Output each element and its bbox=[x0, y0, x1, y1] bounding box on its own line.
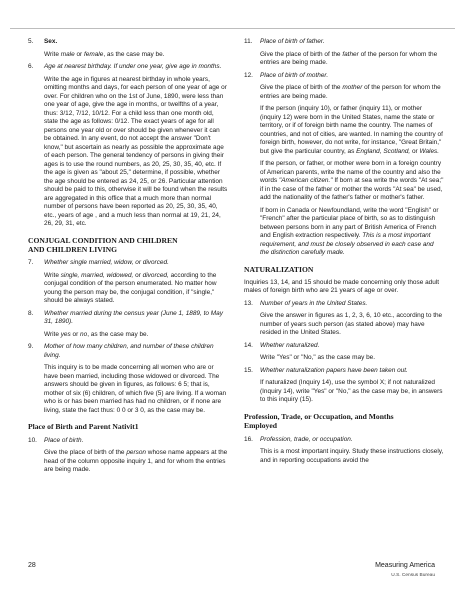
item-5 bbox=[28, 38, 228, 47]
item-title: Whether married during the census year (June 1, 1889, to May 31, 1890). bbox=[44, 309, 223, 326]
section-heading: NATURALIZATION bbox=[244, 264, 314, 274]
section-heading: Place of Birth and Parent Nativit1 bbox=[28, 422, 139, 432]
item-number: 11. bbox=[244, 38, 253, 45]
page-number: 28 bbox=[28, 562, 36, 569]
item-number: 6. bbox=[28, 63, 34, 70]
paragraph: If born in Canada or Newfoundland, write the word "English" or "French" after the particular place of birth, so as to distinguish between persons born in any part of British America of French and English extraction respectively. This is a most important requirement, and must be closely observed in each case and the distinction carefully made. bbox=[260, 206, 439, 256]
item-title: Sex. bbox=[44, 38, 58, 45]
right-column bbox=[244, 38, 444, 469]
item-6 bbox=[28, 63, 228, 72]
item-13 bbox=[244, 300, 444, 309]
item-number: 9. bbox=[28, 343, 34, 351]
item-number: 10. bbox=[28, 436, 37, 444]
paragraph: Write yes or no, as the case may be. bbox=[44, 330, 149, 338]
paragraph: Write single, married, widowed, or divorced, according to the conjugal condition of the person enumerated. No matter how young the person may be, the conjugal condition, if "single," should be always stated. bbox=[44, 271, 217, 305]
item-title: Age at nearest birthday. If under one year, give age in months. bbox=[44, 63, 222, 70]
paragraph: Inquiries 13, 14, and 15 should be made concerning only those adult males of foreign birth who are 21 years of age or over. bbox=[244, 278, 440, 295]
item-title: Profession, trade, or occupation. bbox=[260, 435, 353, 443]
item-12 bbox=[244, 72, 444, 81]
paragraph: Give the answer in figures as 1, 2, 3, 6, 10 etc., according to the number of years such person (as stated above) may have resided in the United States. bbox=[260, 312, 443, 337]
top-rule bbox=[10, 28, 455, 29]
item-number: 13. bbox=[244, 299, 253, 307]
item-title: Mother of how many children, and number of these children living. bbox=[44, 343, 214, 359]
publisher-name: U.S. Census Bureau bbox=[391, 573, 435, 578]
item-number: 8. bbox=[28, 309, 34, 317]
left-column bbox=[28, 38, 228, 479]
item-title: Whether single married, widow, or divorced. bbox=[44, 259, 169, 267]
item-number: 5. bbox=[28, 38, 34, 45]
item-number: 15. bbox=[244, 366, 253, 374]
section-heading: CONJUGAL CONDITION AND CHILDREN AND CHILDREN LIVING bbox=[28, 235, 178, 254]
item-10 bbox=[28, 437, 228, 446]
item-title: Place of birth of father. bbox=[260, 38, 325, 45]
item-15 bbox=[244, 367, 444, 376]
item-16 bbox=[244, 436, 444, 445]
paragraph: If the person (inquiry 10), or father (inquiry 11), or mother (inquiry 12) were born in the United States, name the state or territory, or if of foreign birth name the country. The names of countries, and not of cities, are wanted. In naming the country of foreign birth, however, do not write, for instance, "Great Britain," but give the particular country, as England, Scotland, or Wales. bbox=[260, 105, 443, 155]
item-8 bbox=[28, 310, 228, 327]
item-title: Number of years in the United States. bbox=[260, 299, 368, 307]
paragraph: Give the place of birth of the father of the person for whom the entries are being made. bbox=[260, 50, 438, 66]
publication-title: Measuring America bbox=[375, 562, 435, 569]
paragraph: If the person, or father, or mother were born in a foreign country of American parents, write the name of the country and also the words "American citizen." If born at sea write the words "At sea;" if in the case of the father or mother the words "At sea" be used, add the nationality of the father's father or mother's father. bbox=[260, 160, 444, 201]
paragraph: Write the age in figures at nearest birthday in whole years, omitting months and days, for each person of one year of age or over. For children who on the 1st of June, 1890, were less than one year of age, give the age in months, or twelfths of a year, thus: 3/12, 7/12, 10/12. For a child less than one month old, state the age as follows: 0/12. The exact years of age for all persons one year old or over should be given whenever it can be obtained. In any event, do not accept the answer "Don't know," but ascertain as nearly as possible the approximate age of each person. The general tendency of persons in giving their ages is to use the round numbers, as 20, 25, 30, 35, 40, etc. If the age is given as "about 25," determine, if possible, whether the age should be entered as 24, 25, or 26. Particular attention should be paid to this, otherwise it will be found when the results are aggregated in this office that a much more than normal number of persons have been reported as 20, 25, 30, 35, 40, etc., years of age , and a much less than normal at 19, 21, 24, 26, 29, 31, etc. bbox=[44, 75, 228, 227]
item-11 bbox=[244, 38, 444, 47]
item-9 bbox=[28, 343, 228, 360]
item-title: Place of birth. bbox=[44, 436, 84, 444]
item-14 bbox=[244, 342, 444, 351]
paragraph: Give the place of birth of the mother of the person for whom the entries are being made. bbox=[260, 84, 441, 100]
paragraph: This is a most important inquiry. Study these instructions closely, and in reporting occupations avoid the bbox=[260, 448, 444, 464]
item-7 bbox=[28, 259, 228, 268]
item-number: 14. bbox=[244, 341, 253, 349]
paragraph: This inquiry is to be made concerning all women who are or have been married, including those widowed or divorced. The answers should be given in figures, as follows: 6 5; that is, mother of six (6) children, of which five (5) are living. If a woman who is or has been married has had no children, or if none are living, state the fact thus: 0 0 or 3 0, as the case may be. bbox=[44, 364, 227, 414]
item-number: 12. bbox=[244, 71, 253, 79]
paragraph: Give the place of birth of the person whose name appears at the head of the column opposite inquiry 1, and for whom the entries are being made. bbox=[44, 449, 228, 474]
paragraph: Write "Yes" or "No," as the case may be. bbox=[260, 354, 376, 362]
item-title: Place of birth of mother. bbox=[260, 71, 329, 79]
item-number: 7. bbox=[28, 259, 34, 267]
item-number: 16. bbox=[244, 435, 253, 443]
paragraph: If naturalized (Inquiry 14), use the symbol X; if not naturalized (Inquiry 14), write "Yes" or "No," as the case may be, in answers to this inquiry (15). bbox=[260, 379, 443, 404]
section-heading: Profession, Trade, or Occupation, and Months Employed bbox=[244, 411, 394, 431]
item-title: Whether naturalized. bbox=[260, 341, 320, 349]
paragraph: Write male or female, as the case may be. bbox=[44, 50, 165, 58]
item-title: Whether naturalization papers have been taken out. bbox=[260, 366, 408, 374]
